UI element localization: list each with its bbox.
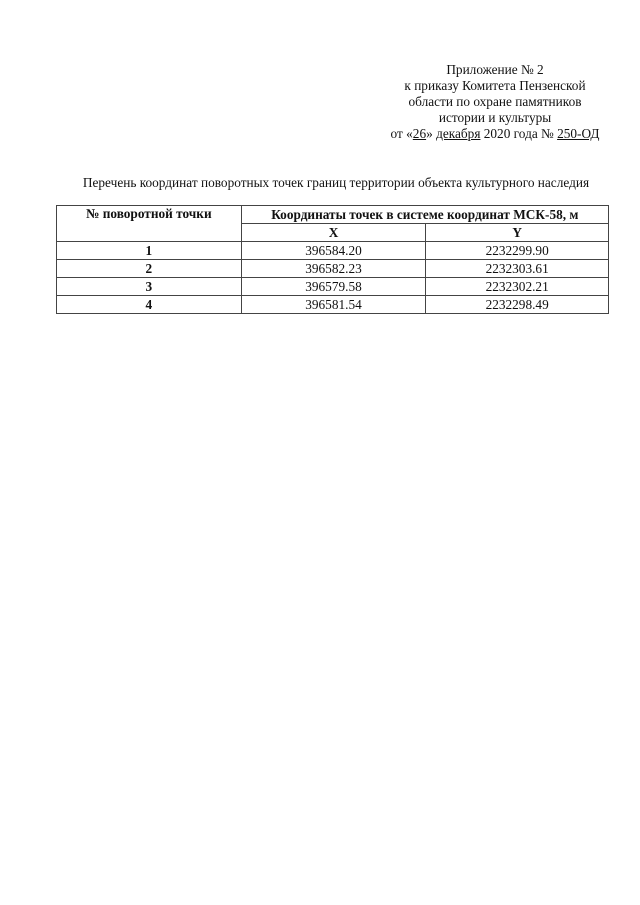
order-year: 2020 года № bbox=[480, 126, 558, 141]
table-row bbox=[57, 260, 609, 278]
appendix-order-ref: к приказу Комитета Пензенской bbox=[404, 78, 586, 93]
order-number: 250-ОД bbox=[557, 126, 600, 141]
x-value: 396579.58 bbox=[241, 278, 426, 296]
x-value: 396584.20 bbox=[241, 242, 426, 260]
coordinates-table bbox=[56, 205, 609, 314]
point-number: 1 bbox=[57, 242, 242, 260]
appendix-date-line bbox=[370, 126, 620, 142]
y-column-header: Y bbox=[426, 224, 609, 242]
date-prefix: от « bbox=[390, 126, 413, 141]
y-value: 2232303.61 bbox=[426, 260, 609, 278]
table-row bbox=[57, 278, 609, 296]
appendix-title: Приложение № 2 bbox=[446, 62, 544, 77]
order-day: 26 bbox=[412, 126, 427, 141]
point-number: 3 bbox=[57, 278, 242, 296]
table-row bbox=[57, 242, 609, 260]
y-value: 2232298.49 bbox=[426, 296, 609, 314]
point-number: 4 bbox=[57, 296, 242, 314]
point-column-header: № поворотной точки bbox=[57, 206, 242, 242]
date-mid: » bbox=[426, 126, 437, 141]
appendix-header bbox=[370, 62, 620, 142]
table-row bbox=[57, 296, 609, 314]
table-header-row bbox=[57, 206, 609, 224]
x-column-header: X bbox=[241, 224, 426, 242]
y-value: 2232302.21 bbox=[426, 278, 609, 296]
y-value: 2232299.90 bbox=[426, 242, 609, 260]
point-number: 2 bbox=[57, 260, 242, 278]
appendix-committee: области по охране памятников bbox=[408, 94, 582, 109]
coords-column-header: Координаты точек в системе координат МСК-58, м bbox=[241, 206, 608, 224]
order-month: декабря bbox=[436, 126, 481, 141]
x-value: 396581.54 bbox=[241, 296, 426, 314]
x-value: 396582.23 bbox=[241, 260, 426, 278]
appendix-committee-cont: истории и культуры bbox=[438, 110, 552, 125]
list-title: Перечень координат поворотных точек границ территории объекта культурного наследия bbox=[82, 175, 590, 190]
